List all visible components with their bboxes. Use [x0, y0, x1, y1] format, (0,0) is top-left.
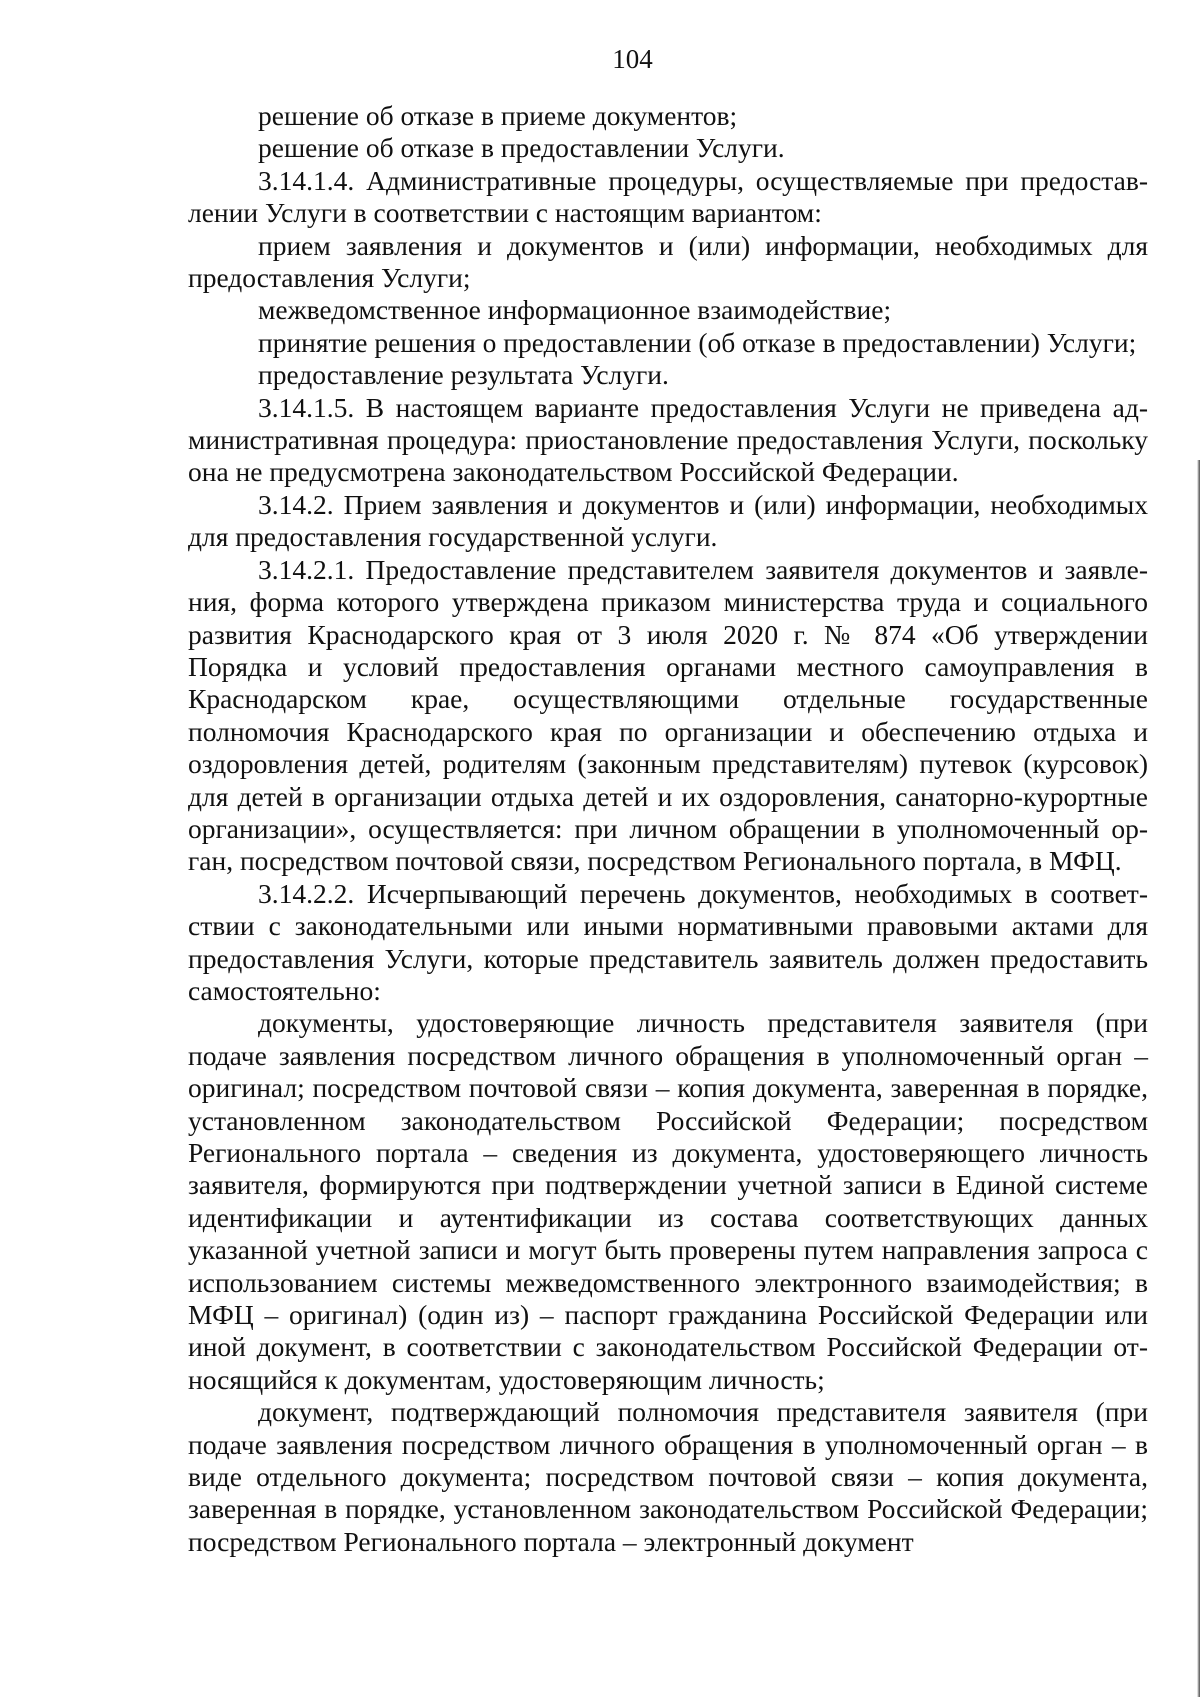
paragraph-1: решение об отказе в приеме документов; — [258, 100, 738, 131]
paragraph-4: прием заявления и документов и (или) информации, необходимых для предоставления Услуги; — [188, 229, 1148, 294]
paragraph-3: 3.14.1.4. Административные процедуры, осуществляемые при предоставлении Услуги в соответствии с настоящим вариантом: — [188, 164, 1148, 229]
paragraph-13: документ, подтверждающий полномочия представителя заявителя (при подаче заявления посредством личного обращения в уполномоченный орган – в виде отдельного документа; посредством почтовой связи – копия документа, заверенная в порядке, установленном законодательством Российской Федерации; посредством Регионального портала – электронный документ — [188, 1396, 1148, 1557]
paragraph-6: принятие решения о предоставлении (об отказе в предоставлении) Услуги; — [258, 326, 1137, 358]
document-body — [188, 100, 1148, 1558]
page-number: 104 — [612, 44, 653, 74]
paragraph-2: решение об отказе в предоставлении Услуги. — [258, 132, 785, 164]
paragraph-10: 3.14.2.1. Предоставление представителем заявителя документов и заявления, форма которого утверждена приказом министерства труда и социального развития Краснодарского края от 3 июля 2020 г. № 874 «Об утверждении Порядка и условий предоставления органами местного самоуправления в Краснодарском крае, осуществляющими отдельные государственные полномочия Краснодарского края по организации и обеспечению отдыха и оздоровления детей, родителям (законным представителям) путевок (курсовок) для детей в организации отдыха детей и их оздоровления, санаторно-курортные организации», осуществляется: при личном обращении в уполномоченный орган, посредством почтовой связи, посредством Регионального портала, в МФЦ. — [188, 553, 1148, 877]
paragraph-8: 3.14.1.5. В настоящем варианте предоставления Услуги не приведена административная процедура: приостановление предоставления Услуги, поскольку она не предусмотрена законодательством Российской Федерации. — [188, 391, 1148, 488]
paragraph-7: предоставление результата Услуги. — [258, 359, 669, 391]
paragraph-9: 3.14.2. Прием заявления и документов и (или) информации, необходимых для предоставления государственной услуги. — [188, 488, 1148, 553]
paragraph-11: 3.14.2.2. Исчерпывающий перечень документов, необходимых в соответствии с законодательными или иными нормативными правовыми актами для предоставления Услуги, которые представитель заявитель должен предоставить самостоятельно: — [188, 877, 1148, 1006]
paragraph-5: межведомственное информационное взаимодействие; — [258, 294, 892, 326]
paragraph-12: документы, удостоверяющие личность представителя заявителя (при подаче заявления посредством личного обращения в уполномоченный орган – оригинал; посредством почтовой связи – копия документа, заверенная в порядке, установленном законодательством Российской Федерации; посредством Регионального портала – сведения из документа, удостоверяющего личность заявителя, формируются при подтверждении учетной записи в Единой системе идентификации и аутентификации из состава соответствующих данных указанной учетной записи и могут быть проверены путем направления запроса с использованием системы межведомственного электронного взаимодействия; в МФЦ – оригинал) (один из) – паспорт гражданина Российской Федерации или иной документ, в соответствии с законодательством Российской Федерации относящийся к документам, удостоверяющим личность; — [188, 1007, 1148, 1395]
